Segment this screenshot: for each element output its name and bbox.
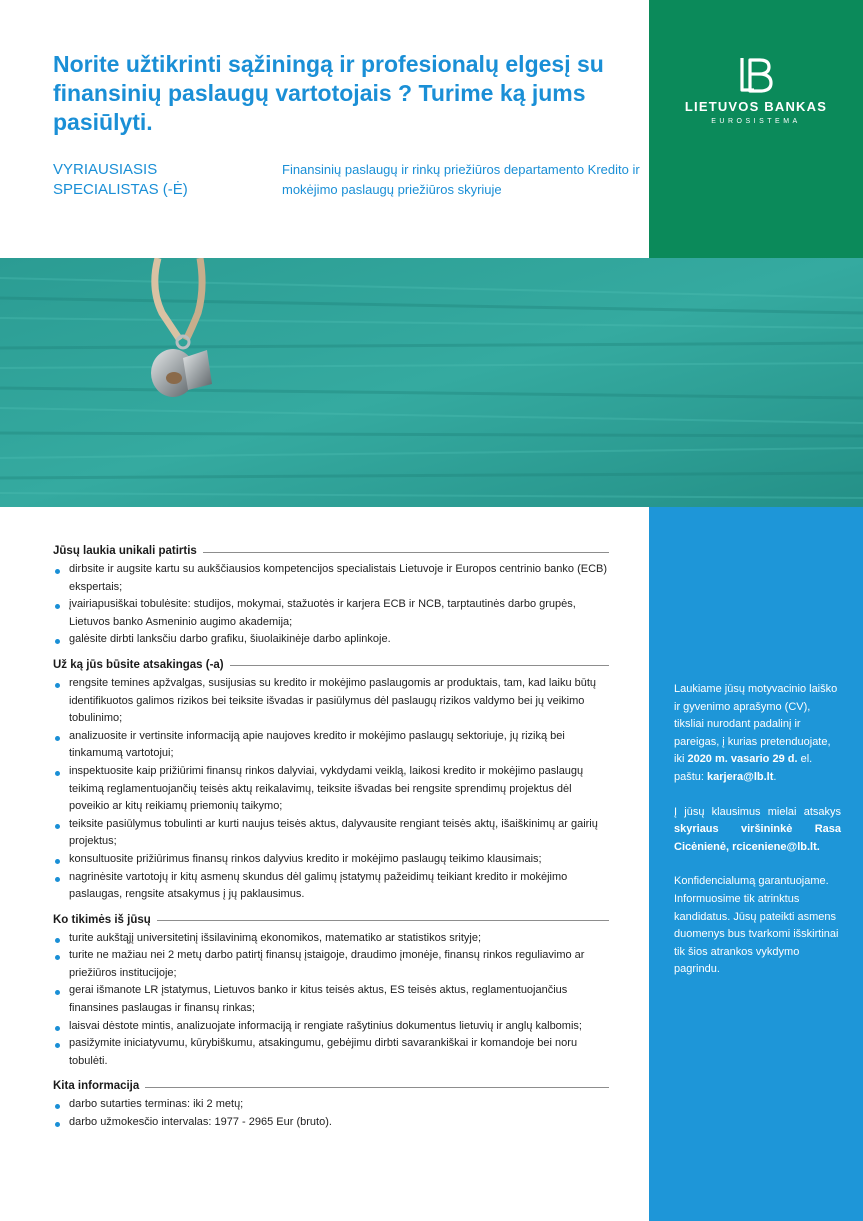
heading-rule [145,1087,609,1088]
apply-deadline: 2020 m. vasario 29 d. [687,753,798,766]
section-requirements [53,914,609,1071]
list-item: dirbsite ir augsite kartu su aukščiausios kompetencijos specialistais Lietuvoje ir Europos centrinio banko (ECB) ekspertais; [53,561,609,596]
privacy-paragraph: Konfidencialumą garantuojame. Informuosime tik atrinktus kandidatus. Jūsų pateikti asmens duomenys bus tvarkomi išskirtinai tik šios atrankos vykdymo pagrindu. [674,875,839,976]
department-name: Finansinių paslaugų ir rinkų priežiūros departamento Kredito ir mokėjimo paslaugų priežiūros skyriuje [282,162,640,197]
contact-paragraph: Į jūsų klausimus mielai atsakys skyriaus viršininkė Rasa Cicėnienė, rciceniene@lb.lt. [674,805,841,853]
section-heading: Už ką jūs būsite atsakingas (-a) [53,659,609,671]
list-item: konsultuosite prižiūrimus finansų rinkos dalyvius kredito ir mokėjimo paslaugų teikimo klausimais; [53,851,609,869]
apply-paragraph: Laukiame jūsų motyvacinio laiško ir gyvenimo aprašymo (CV), tiksliai nurodant padalinį ir pareigas, į kurias pretenduojate, iki 2020 m. vasario 29 d. el. paštu: karjera@lb.lt. [674,683,838,783]
job-headline: Norite užtikrinti sąžiningą ir profesionalų elgesį su finansinių paslaugų vartotojais ? Turime ką jums pasiūlyti. [53,51,604,135]
section-other-info [53,1080,609,1131]
list-item: analizuosite ir vertinsite informaciją apie naujoves kredito ir mokėjimo paslaugų sektoriuje, jų riziką bei tinkamumą vartotojui; [53,728,609,763]
section-heading: Kita informacija [53,1080,609,1092]
application-sidebar [649,507,863,1221]
list-item: turite aukštąjį universitetinį išsilavinimą ekonomikos, matematiko ar statistikos srityje; [53,930,609,948]
list-item: rengsite temines apžvalgas, susijusias su kredito ir mokėjimo paslaugomis ar produktais, tam, kad laiku būtų identifikuotos galimos rizikos bei teiksite išvadas ir pasiūlymus dėl paslaugų rizikos valdymo bei jų veikimo tobulinimo; [53,675,609,728]
section-heading: Ko tikimės iš jūsų [53,914,609,926]
list-item: darbo užmokesčio intervalas: 1977 - 2965 Eur (bruto). [53,1114,609,1132]
sidebar-text [674,681,841,996]
list-item: galėsite dirbti lanksčiu darbo grafiku, šiuolaikinėje darbo aplinkoje. [53,631,609,649]
list-item: pasižymite iniciatyvumu, kūrybiškumu, atsakingumu, gebėjimu dirbti savarankiškai ir komandoje bei noru tobulėti. [53,1035,609,1070]
section-responsibilities [53,659,609,904]
apply-email-link[interactable]: karjera@lb.lt [707,770,774,783]
position-title: VYRIAUSIASIS SPECIALISTAS (-Ė) [53,161,188,198]
heading-rule [157,920,609,921]
list-item: teiksite pasiūlymus tobulinti ar kurti naujus teisės aktus, dalyvausite rengiant teisės aktų, išaiškinimų ar gairių projektus; [53,816,609,851]
bank-subtitle: EUROSISTEMA [711,118,801,125]
list-item: inspektuosite kaip prižiūrimi finansų rinkos dalyviai, vykdydami veiklą, laikosi kredito ir mokėjimo paslaugų teikimą reglamentuojančių teisės aktų reikalavimų, teiksite išvadas bei rengsite sprendimų projektus dėl poveikio ar kitų reikiamų priemonių taikymo; [53,763,609,816]
list-item: laisvai dėstote mintis, analizuojate informaciją ir rengiate rašytinius dokumentus lietuvių ir anglų kalbomis; [53,1018,609,1036]
heading-rule [230,665,609,666]
section-experience [53,545,609,649]
list-item: nagrinėsite vartotojų ir kitų asmenų skundus dėl galimų įstatymų pažeidimų teikiant kredito ir mokėjimo paslaugas, rengsite atsakymus į jų paklausimus. [53,869,609,904]
list-item: turite ne mažiau nei 2 metų darbo patirtį finansų įstaigoje, draudimo įmonėje, finansų rinkos reguliavimo ar priežiūros institucijoje; [53,947,609,982]
bank-name: LIETUVOS BANKAS [684,99,828,114]
list-item: darbo sutarties terminas: iki 2 metų; [53,1096,609,1114]
whistle-photo [0,258,863,507]
brand-panel [649,0,863,258]
section-heading: Jūsų laukia unikali patirtis [53,545,609,557]
list-item: įvairiapusiškai tobulėsite: studijos, mokymai, stažuotės ir karjera ECB ir NCB, tarptautinės darbo grupės, Lietuvos banko Asmeninio augimo akademija; [53,596,609,631]
job-description [53,545,609,1142]
contact-person[interactable]: skyriaus viršininkė Rasa Cicėnienė, rciceniene@lb.lt. [674,823,841,853]
heading-rule [203,552,609,553]
lietuvos-bankas-logo-icon [738,56,774,94]
list-item: gerai išmanote LR įstatymus, Lietuvos banko ir kitus teisės aktus, ES teisės aktus, reglamentuojančius finansines paslaugas ir finansų rinkas; [53,982,609,1017]
